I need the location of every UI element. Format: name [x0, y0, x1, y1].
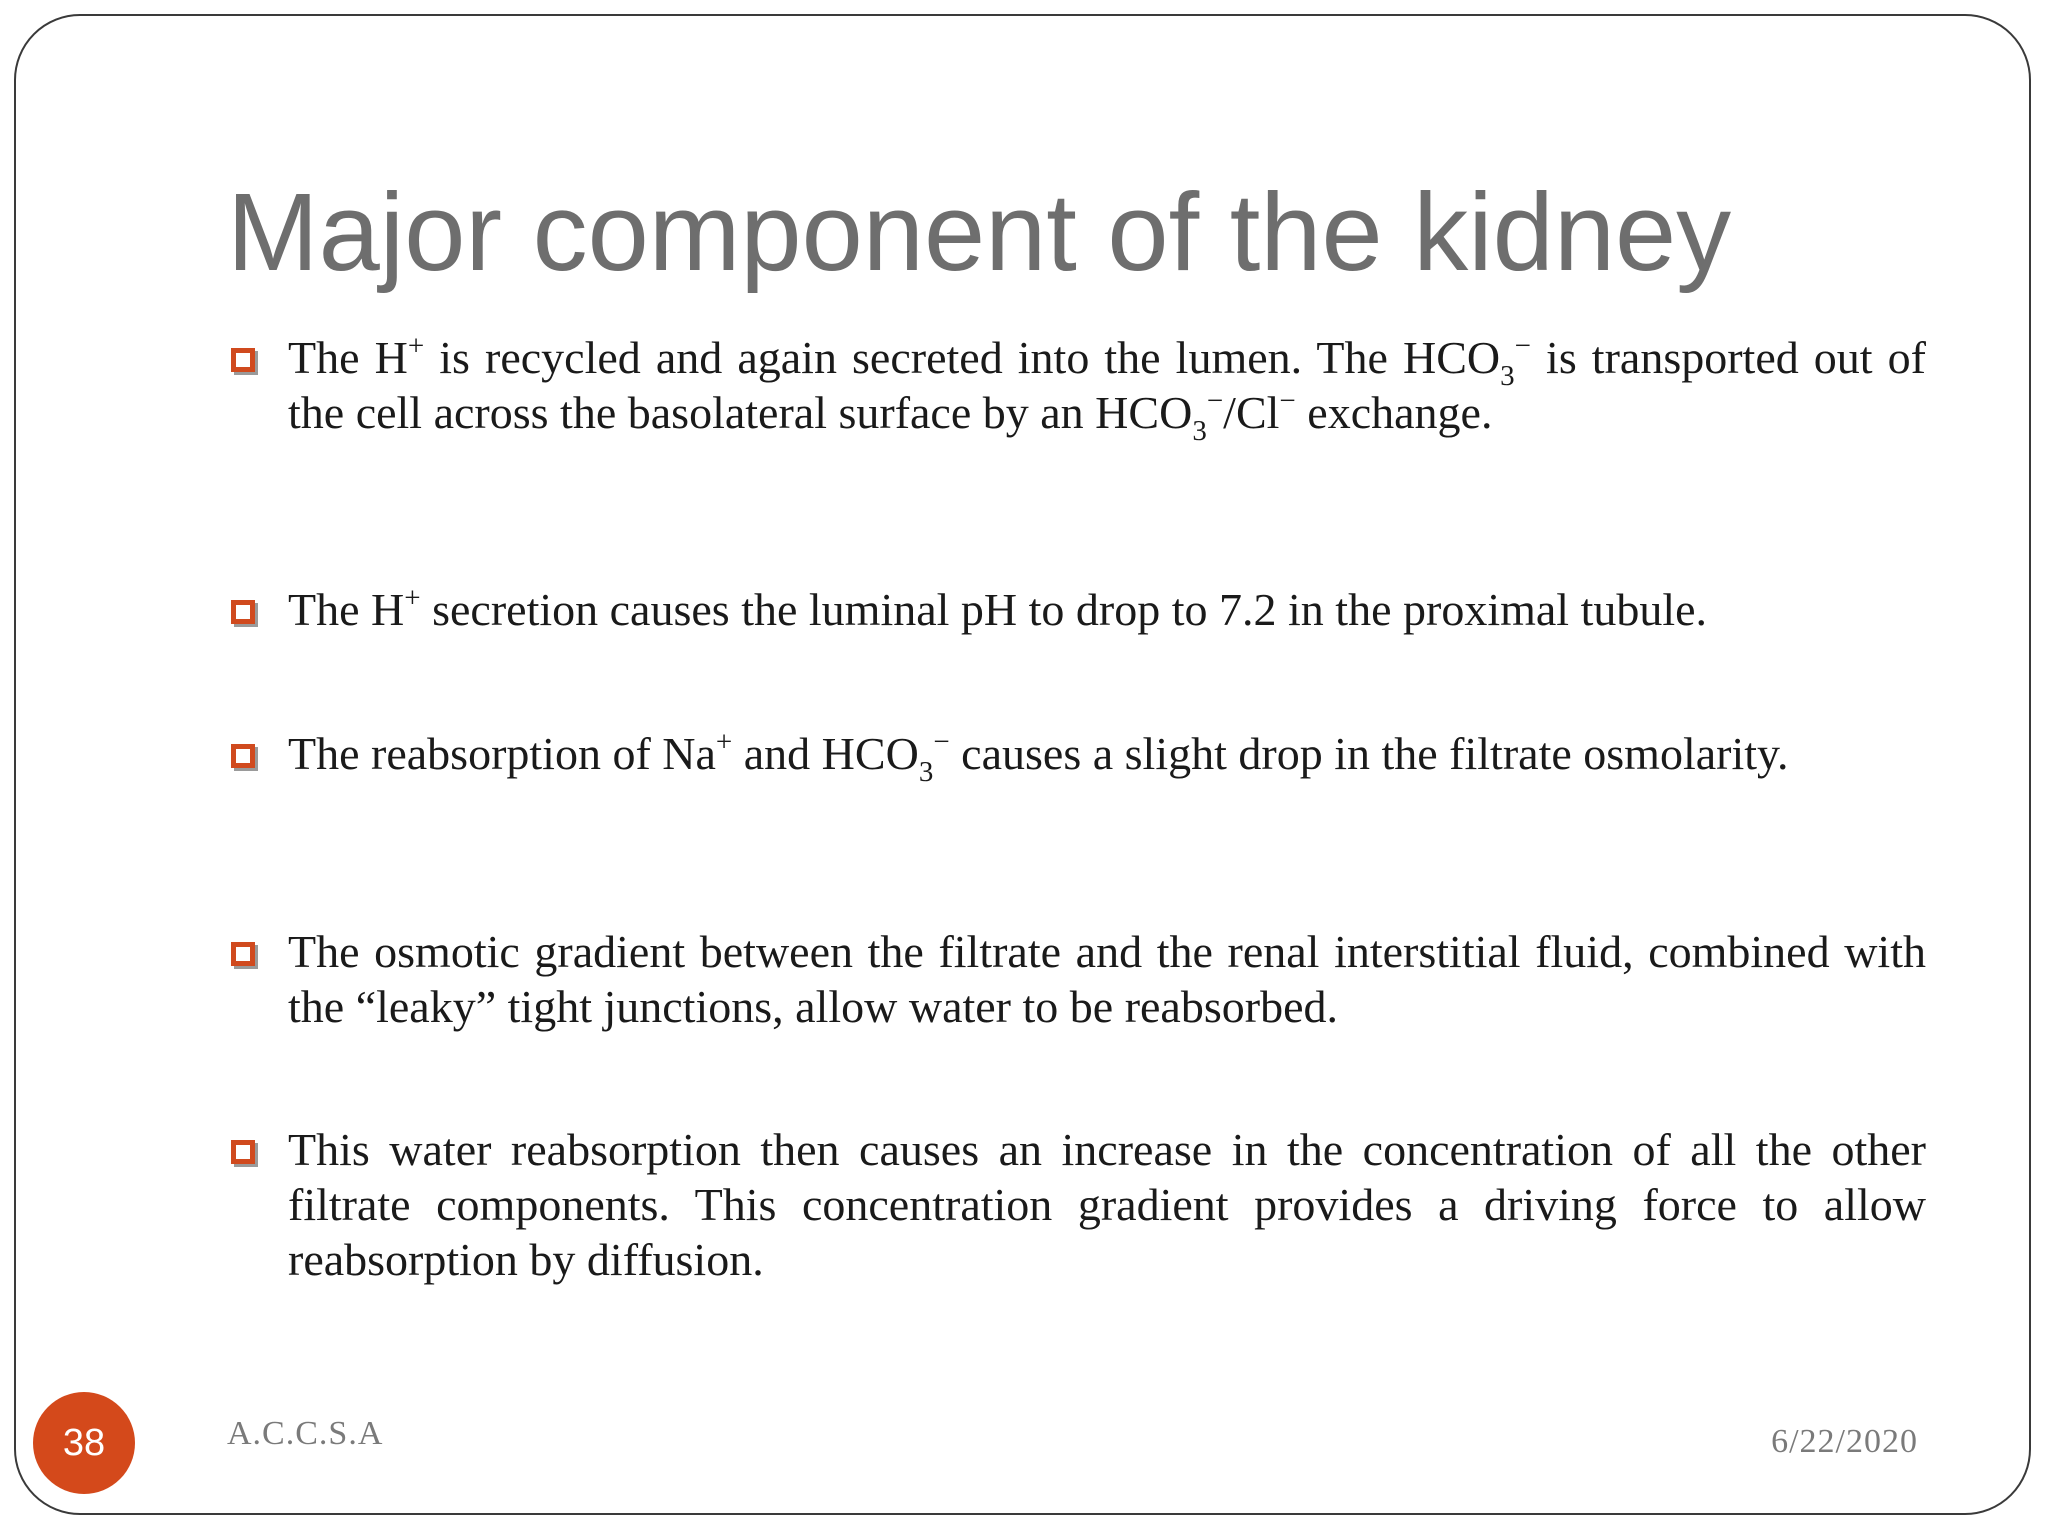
square-bullet-icon: [231, 942, 255, 966]
bullet-text: The H+ is recycled and again secreted into the lumen. The $HCO_3^-$ is transported out of the cell across the basolateral surface by an $HCO_3^-/Cl^-$ exchange.: [288, 330, 1926, 447]
square-bullet-icon: [231, 744, 255, 768]
bullet-text: This water reabsorption then causes an increase in the concentration of all the other filtrate components. This concentration gradient provides a driving force to allow reabsorption by diffusion.: [288, 1124, 1926, 1285]
square-bullet-icon: [231, 348, 255, 372]
footer-date: 6/22/2020: [1771, 1423, 1918, 1460]
square-bullet-icon: [231, 600, 255, 624]
bullet-text: The reabsorption of Na+ and $HCO_3^-$ causes a slight drop in the filtrate osmolarity.: [288, 726, 1789, 788]
page-number-badge: 38: [33, 1392, 135, 1494]
slide-title: Major component of the kidney: [227, 171, 1732, 294]
square-bullet-icon: [231, 1140, 255, 1164]
bullet-text: The osmotic gradient between the filtrate and the renal interstitial fluid, combined with the “leaky” tight junctions, allow water to be reabsorbed.: [288, 926, 1926, 1032]
footer-author: A.C.C.S.A: [227, 1415, 384, 1452]
bullet-text: The H+ secretion causes the luminal pH to drop to 7.2 in the proximal tubule.: [288, 582, 1708, 635]
